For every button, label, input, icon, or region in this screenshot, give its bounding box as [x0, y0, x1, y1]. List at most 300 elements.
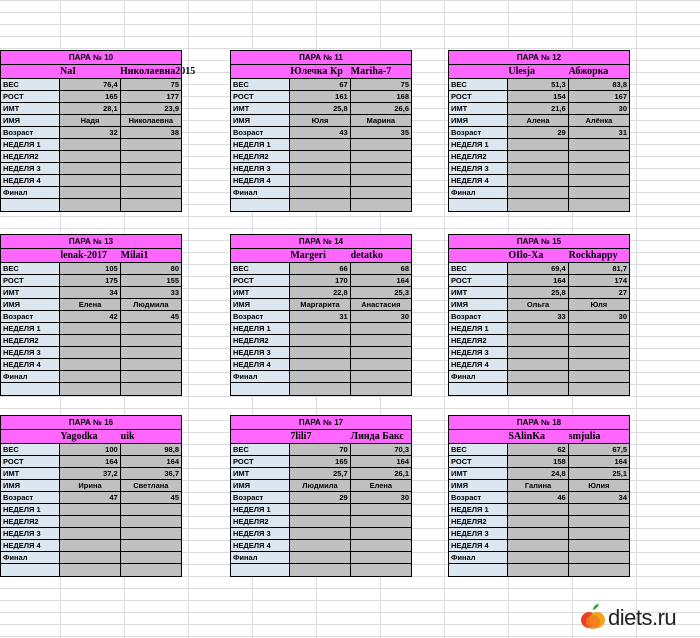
row-label[interactable]: ИМТ: [1, 103, 60, 114]
row-label[interactable]: ИМЯ: [1, 115, 60, 126]
pair-title[interactable]: ПАРА № 17: [231, 416, 411, 430]
row-label[interactable]: ИМЯ: [449, 480, 508, 491]
empty-cell[interactable]: [290, 504, 350, 515]
value-cell[interactable]: 154: [508, 91, 568, 102]
nick-cell[interactable]: Margeri: [290, 250, 326, 261]
empty-cell[interactable]: [60, 516, 120, 527]
row-label[interactable]: Возраст: [449, 492, 508, 503]
empty-cell[interactable]: [60, 540, 120, 551]
value-cell[interactable]: 47: [60, 492, 120, 503]
value-cell[interactable]: 62: [508, 444, 568, 455]
row-label[interactable]: [449, 199, 508, 211]
empty-cell[interactable]: [121, 528, 181, 539]
row-label[interactable]: НЕДЕЛЯ 3: [1, 347, 60, 358]
value-cell[interactable]: 22,8: [290, 287, 350, 298]
nick-cell[interactable]: Ulesja: [508, 66, 536, 77]
value-cell[interactable]: 76,4: [60, 79, 120, 90]
nick-cell[interactable]: Yagodka: [60, 431, 98, 442]
pair-title[interactable]: ПАРА № 16: [1, 416, 181, 430]
value-cell[interactable]: 27: [569, 287, 629, 298]
row-label[interactable]: Возраст: [231, 127, 290, 138]
empty-cell[interactable]: [290, 139, 350, 150]
row-label[interactable]: НЕДЕЛЯ2: [449, 335, 508, 346]
value-cell[interactable]: 164: [60, 456, 120, 467]
row-label[interactable]: ИМЯ: [231, 480, 290, 491]
value-cell[interactable]: Светлана: [121, 480, 181, 491]
empty-cell[interactable]: [121, 323, 181, 334]
empty-cell[interactable]: [351, 540, 411, 551]
row-label[interactable]: НЕДЕЛЯ2: [231, 151, 290, 162]
value-cell[interactable]: 25,7: [290, 468, 350, 479]
empty-cell[interactable]: [569, 187, 629, 198]
row-label[interactable]: НЕДЕЛЯ 3: [231, 163, 290, 174]
value-cell[interactable]: 43: [290, 127, 350, 138]
row-label[interactable]: Возраст: [231, 492, 290, 503]
empty-cell[interactable]: [290, 335, 350, 346]
value-cell[interactable]: 35: [351, 127, 411, 138]
empty-cell[interactable]: [60, 335, 120, 346]
row-label[interactable]: ИМТ: [449, 103, 508, 114]
empty-cell[interactable]: [569, 175, 629, 186]
value-cell[interactable]: 33: [121, 287, 181, 298]
empty-cell[interactable]: [121, 359, 181, 370]
value-cell[interactable]: 100: [60, 444, 120, 455]
row-label[interactable]: РОСТ: [449, 456, 508, 467]
value-cell[interactable]: 25,1: [569, 468, 629, 479]
row-label[interactable]: ВЕС: [231, 79, 290, 90]
value-cell[interactable]: 33: [508, 311, 568, 322]
row-label[interactable]: ИМЯ: [449, 299, 508, 310]
row-label[interactable]: НЕДЕЛЯ 4: [449, 359, 508, 370]
pair-title[interactable]: ПАРА № 12: [449, 51, 629, 65]
row-label[interactable]: РОСТ: [1, 91, 60, 102]
empty-cell[interactable]: [569, 552, 629, 563]
row-label[interactable]: НЕДЕЛЯ 3: [1, 163, 60, 174]
empty-cell[interactable]: [569, 383, 629, 395]
value-cell[interactable]: Алёнка: [569, 115, 629, 126]
row-label[interactable]: [1, 564, 60, 576]
row-label[interactable]: НЕДЕЛЯ 1: [1, 504, 60, 515]
value-cell[interactable]: 83,8: [569, 79, 629, 90]
row-label[interactable]: НЕДЕЛЯ 3: [1, 528, 60, 539]
nick-cell[interactable]: 7lili7: [290, 431, 312, 442]
empty-cell[interactable]: [508, 371, 568, 382]
empty-cell[interactable]: [351, 323, 411, 334]
pair-title[interactable]: ПАРА № 14: [231, 235, 411, 249]
empty-cell[interactable]: [290, 383, 350, 395]
value-cell[interactable]: 175: [60, 275, 120, 286]
empty-cell[interactable]: [508, 528, 568, 539]
value-cell[interactable]: 25,3: [351, 287, 411, 298]
row-label[interactable]: [231, 199, 290, 211]
empty-cell[interactable]: [569, 151, 629, 162]
pair-title[interactable]: ПАРА № 11: [231, 51, 411, 65]
row-label[interactable]: ВЕС: [231, 263, 290, 274]
empty-cell[interactable]: [60, 371, 120, 382]
nick-cell[interactable]: detatko: [350, 250, 383, 261]
row-label[interactable]: НЕДЕЛЯ 4: [1, 540, 60, 551]
value-cell[interactable]: 170: [290, 275, 350, 286]
empty-cell[interactable]: [569, 347, 629, 358]
empty-cell[interactable]: [351, 516, 411, 527]
row-label[interactable]: Финал: [1, 371, 60, 382]
nick-cell[interactable]: lenak-2017: [60, 250, 108, 261]
empty-cell[interactable]: [351, 199, 411, 211]
value-cell[interactable]: Галина: [508, 480, 568, 491]
row-label[interactable]: НЕДЕЛЯ 4: [449, 540, 508, 551]
row-label[interactable]: НЕДЕЛЯ2: [1, 151, 60, 162]
value-cell[interactable]: Анастасия: [351, 299, 411, 310]
value-cell[interactable]: 69,4: [508, 263, 568, 274]
row-label[interactable]: Финал: [449, 187, 508, 198]
row-label[interactable]: ИМТ: [231, 287, 290, 298]
value-cell[interactable]: Людмила: [290, 480, 350, 491]
empty-cell[interactable]: [508, 564, 568, 576]
value-cell[interactable]: 165: [60, 91, 120, 102]
empty-cell[interactable]: [60, 552, 120, 563]
row-label[interactable]: [449, 564, 508, 576]
empty-cell[interactable]: [351, 139, 411, 150]
row-label[interactable]: НЕДЕЛЯ 3: [231, 528, 290, 539]
value-cell[interactable]: Юля: [290, 115, 350, 126]
empty-cell[interactable]: [121, 163, 181, 174]
row-label[interactable]: ИМЯ: [1, 299, 60, 310]
value-cell[interactable]: 42: [60, 311, 120, 322]
nick-cell[interactable]: OIlo-Xa: [508, 250, 544, 261]
row-label[interactable]: НЕДЕЛЯ 1: [449, 323, 508, 334]
value-cell[interactable]: 75: [351, 79, 411, 90]
value-cell[interactable]: Надя: [60, 115, 120, 126]
value-cell[interactable]: 98,8: [121, 444, 181, 455]
row-label[interactable]: ИМТ: [231, 468, 290, 479]
value-cell[interactable]: Юлия: [569, 480, 629, 491]
value-cell[interactable]: 51,3: [508, 79, 568, 90]
row-label[interactable]: ВЕС: [231, 444, 290, 455]
row-label[interactable]: ИМЯ: [1, 480, 60, 491]
value-cell[interactable]: 167: [569, 91, 629, 102]
value-cell[interactable]: 67,5: [569, 444, 629, 455]
value-cell[interactable]: 29: [508, 127, 568, 138]
value-cell[interactable]: 67: [290, 79, 350, 90]
empty-cell[interactable]: [508, 199, 568, 211]
pair-title[interactable]: ПАРА № 15: [449, 235, 629, 249]
value-cell[interactable]: 70: [290, 444, 350, 455]
row-label[interactable]: ИМЯ: [449, 115, 508, 126]
row-label[interactable]: НЕДЕЛЯ 1: [1, 139, 60, 150]
empty-cell[interactable]: [60, 175, 120, 186]
value-cell[interactable]: 30: [351, 492, 411, 503]
row-label[interactable]: ВЕС: [1, 444, 60, 455]
value-cell[interactable]: 105: [60, 263, 120, 274]
empty-cell[interactable]: [290, 552, 350, 563]
row-label[interactable]: Возраст: [449, 127, 508, 138]
nick-cell[interactable]: Николаевна2015: [120, 66, 196, 77]
row-label[interactable]: РОСТ: [449, 91, 508, 102]
value-cell[interactable]: Елена: [351, 480, 411, 491]
empty-cell[interactable]: [290, 540, 350, 551]
empty-cell[interactable]: [290, 151, 350, 162]
nick-cell[interactable]: Mariha-7: [350, 66, 392, 77]
row-label[interactable]: Финал: [1, 552, 60, 563]
empty-cell[interactable]: [290, 528, 350, 539]
empty-cell[interactable]: [569, 540, 629, 551]
pair-title[interactable]: ПАРА № 13: [1, 235, 181, 249]
row-label[interactable]: [449, 383, 508, 395]
empty-cell[interactable]: [351, 383, 411, 395]
value-cell[interactable]: 164: [351, 275, 411, 286]
row-label[interactable]: ИМТ: [449, 468, 508, 479]
value-cell[interactable]: Юля: [569, 299, 629, 310]
empty-cell[interactable]: [508, 139, 568, 150]
empty-cell[interactable]: [508, 335, 568, 346]
row-label[interactable]: НЕДЕЛЯ 3: [449, 528, 508, 539]
row-label[interactable]: РОСТ: [231, 275, 290, 286]
empty-cell[interactable]: [121, 383, 181, 395]
empty-cell[interactable]: [508, 552, 568, 563]
empty-cell[interactable]: [121, 199, 181, 211]
nick-cell[interactable]: SAlinKa: [508, 431, 546, 442]
empty-cell[interactable]: [60, 323, 120, 334]
row-label[interactable]: НЕДЕЛЯ2: [449, 151, 508, 162]
row-label[interactable]: Возраст: [231, 311, 290, 322]
row-label[interactable]: НЕДЕЛЯ 1: [449, 139, 508, 150]
row-label[interactable]: [1, 383, 60, 395]
value-cell[interactable]: 24,8: [508, 468, 568, 479]
row-label[interactable]: НЕДЕЛЯ2: [1, 335, 60, 346]
row-label[interactable]: НЕДЕЛЯ 1: [231, 323, 290, 334]
empty-cell[interactable]: [121, 371, 181, 382]
row-label[interactable]: НЕДЕЛЯ 1: [449, 504, 508, 515]
row-label[interactable]: ИМЯ: [231, 299, 290, 310]
value-cell[interactable]: Николаевна: [121, 115, 181, 126]
value-cell[interactable]: 25,8: [290, 103, 350, 114]
empty-cell[interactable]: [60, 504, 120, 515]
empty-cell[interactable]: [508, 163, 568, 174]
row-label[interactable]: НЕДЕЛЯ2: [231, 335, 290, 346]
empty-cell[interactable]: [351, 335, 411, 346]
empty-cell[interactable]: [290, 163, 350, 174]
empty-cell[interactable]: [121, 564, 181, 576]
value-cell[interactable]: 177: [121, 91, 181, 102]
row-label[interactable]: ИМЯ: [231, 115, 290, 126]
row-label[interactable]: ВЕС: [1, 263, 60, 274]
empty-cell[interactable]: [290, 199, 350, 211]
value-cell[interactable]: 23,9: [121, 103, 181, 114]
row-label[interactable]: ВЕС: [1, 79, 60, 90]
empty-cell[interactable]: [569, 163, 629, 174]
empty-cell[interactable]: [569, 335, 629, 346]
empty-cell[interactable]: [508, 151, 568, 162]
value-cell[interactable]: 155: [121, 275, 181, 286]
empty-cell[interactable]: [569, 528, 629, 539]
value-cell[interactable]: 26,6: [351, 103, 411, 114]
row-label[interactable]: НЕДЕЛЯ 3: [449, 163, 508, 174]
value-cell[interactable]: 164: [351, 456, 411, 467]
nick-cell[interactable]: Rockhappy: [568, 250, 618, 261]
value-cell[interactable]: 164: [121, 456, 181, 467]
empty-cell[interactable]: [121, 516, 181, 527]
row-label[interactable]: РОСТ: [449, 275, 508, 286]
empty-cell[interactable]: [121, 552, 181, 563]
empty-cell[interactable]: [351, 151, 411, 162]
empty-cell[interactable]: [508, 540, 568, 551]
value-cell[interactable]: 28,1: [60, 103, 120, 114]
row-label[interactable]: Финал: [231, 371, 290, 382]
value-cell[interactable]: 68: [351, 263, 411, 274]
value-cell[interactable]: 37,2: [60, 468, 120, 479]
row-label[interactable]: НЕДЕЛЯ 3: [449, 347, 508, 358]
empty-cell[interactable]: [60, 139, 120, 150]
row-label[interactable]: ВЕС: [449, 444, 508, 455]
value-cell[interactable]: 30: [569, 311, 629, 322]
empty-cell[interactable]: [60, 383, 120, 395]
value-cell[interactable]: 36,7: [121, 468, 181, 479]
empty-cell[interactable]: [290, 564, 350, 576]
empty-cell[interactable]: [351, 504, 411, 515]
value-cell[interactable]: 70,3: [351, 444, 411, 455]
row-label[interactable]: РОСТ: [231, 91, 290, 102]
empty-cell[interactable]: [121, 540, 181, 551]
empty-cell[interactable]: [290, 187, 350, 198]
row-label[interactable]: ИМТ: [1, 468, 60, 479]
value-cell[interactable]: Елена: [60, 299, 120, 310]
row-label[interactable]: НЕДЕЛЯ 1: [1, 323, 60, 334]
value-cell[interactable]: 45: [121, 311, 181, 322]
value-cell[interactable]: 165: [290, 456, 350, 467]
empty-cell[interactable]: [508, 323, 568, 334]
row-label[interactable]: НЕДЕЛЯ 4: [1, 359, 60, 370]
empty-cell[interactable]: [60, 564, 120, 576]
row-label[interactable]: [231, 383, 290, 395]
value-cell[interactable]: 81,7: [569, 263, 629, 274]
row-label[interactable]: Финал: [449, 552, 508, 563]
empty-cell[interactable]: [121, 175, 181, 186]
empty-cell[interactable]: [508, 383, 568, 395]
empty-cell[interactable]: [508, 516, 568, 527]
row-label[interactable]: НЕДЕЛЯ 4: [449, 175, 508, 186]
empty-cell[interactable]: [569, 199, 629, 211]
empty-cell[interactable]: [569, 516, 629, 527]
pair-title[interactable]: ПАРА № 10: [1, 51, 181, 65]
empty-cell[interactable]: [60, 187, 120, 198]
value-cell[interactable]: 26,1: [351, 468, 411, 479]
empty-cell[interactable]: [508, 175, 568, 186]
empty-cell[interactable]: [569, 504, 629, 515]
nick-cell[interactable]: smjulia: [568, 431, 601, 442]
empty-cell[interactable]: [351, 187, 411, 198]
empty-cell[interactable]: [351, 528, 411, 539]
empty-cell[interactable]: [60, 163, 120, 174]
empty-cell[interactable]: [351, 163, 411, 174]
value-cell[interactable]: 25,8: [508, 287, 568, 298]
empty-cell[interactable]: [508, 504, 568, 515]
row-label[interactable]: НЕДЕЛЯ 4: [231, 540, 290, 551]
empty-cell[interactable]: [121, 139, 181, 150]
empty-cell[interactable]: [351, 347, 411, 358]
empty-cell[interactable]: [508, 359, 568, 370]
empty-cell[interactable]: [121, 151, 181, 162]
row-label[interactable]: РОСТ: [231, 456, 290, 467]
row-label[interactable]: [1, 199, 60, 211]
row-label[interactable]: ИМТ: [231, 103, 290, 114]
value-cell[interactable]: 30: [569, 103, 629, 114]
value-cell[interactable]: 66: [290, 263, 350, 274]
value-cell[interactable]: 31: [290, 311, 350, 322]
value-cell[interactable]: 168: [351, 91, 411, 102]
empty-cell[interactable]: [60, 347, 120, 358]
row-label[interactable]: РОСТ: [1, 275, 60, 286]
value-cell[interactable]: 29: [290, 492, 350, 503]
empty-cell[interactable]: [351, 371, 411, 382]
empty-cell[interactable]: [508, 347, 568, 358]
empty-cell[interactable]: [351, 175, 411, 186]
empty-cell[interactable]: [290, 516, 350, 527]
empty-cell[interactable]: [121, 347, 181, 358]
empty-cell[interactable]: [290, 359, 350, 370]
value-cell[interactable]: 38: [121, 127, 181, 138]
value-cell[interactable]: 34: [569, 492, 629, 503]
value-cell[interactable]: 30: [351, 311, 411, 322]
empty-cell[interactable]: [290, 323, 350, 334]
value-cell[interactable]: Ирина: [60, 480, 120, 491]
nick-cell[interactable]: Юлечка Кр: [290, 66, 343, 77]
value-cell[interactable]: 174: [569, 275, 629, 286]
row-label[interactable]: Возраст: [1, 492, 60, 503]
nick-cell[interactable]: uik: [120, 431, 135, 442]
empty-cell[interactable]: [508, 187, 568, 198]
row-label[interactable]: Возраст: [449, 311, 508, 322]
empty-cell[interactable]: [351, 552, 411, 563]
pair-title[interactable]: ПАРА № 18: [449, 416, 629, 430]
row-label[interactable]: НЕДЕЛЯ2: [231, 516, 290, 527]
row-label[interactable]: НЕДЕЛЯ 1: [231, 504, 290, 515]
empty-cell[interactable]: [569, 323, 629, 334]
value-cell[interactable]: Марина: [351, 115, 411, 126]
row-label[interactable]: ИМТ: [1, 287, 60, 298]
empty-cell[interactable]: [121, 187, 181, 198]
value-cell[interactable]: 46: [508, 492, 568, 503]
row-label[interactable]: [231, 564, 290, 576]
empty-cell[interactable]: [290, 347, 350, 358]
row-label[interactable]: Финал: [1, 187, 60, 198]
row-label[interactable]: Финал: [231, 552, 290, 563]
value-cell[interactable]: Алена: [508, 115, 568, 126]
empty-cell[interactable]: [121, 504, 181, 515]
row-label[interactable]: НЕДЕЛЯ 3: [231, 347, 290, 358]
value-cell[interactable]: 31: [569, 127, 629, 138]
empty-cell[interactable]: [569, 371, 629, 382]
row-label[interactable]: ВЕС: [449, 79, 508, 90]
empty-cell[interactable]: [569, 359, 629, 370]
row-label[interactable]: Возраст: [1, 311, 60, 322]
row-label[interactable]: РОСТ: [1, 456, 60, 467]
nick-cell[interactable]: Milai1: [120, 250, 149, 261]
row-label[interactable]: НЕДЕЛЯ2: [449, 516, 508, 527]
row-label[interactable]: НЕДЕЛЯ 4: [231, 359, 290, 370]
empty-cell[interactable]: [351, 564, 411, 576]
value-cell[interactable]: Ольга: [508, 299, 568, 310]
value-cell[interactable]: 32: [60, 127, 120, 138]
empty-cell[interactable]: [290, 175, 350, 186]
value-cell[interactable]: Людмила: [121, 299, 181, 310]
value-cell[interactable]: 164: [508, 275, 568, 286]
empty-cell[interactable]: [351, 359, 411, 370]
value-cell[interactable]: 45: [121, 492, 181, 503]
empty-cell[interactable]: [60, 528, 120, 539]
value-cell[interactable]: 34: [60, 287, 120, 298]
empty-cell[interactable]: [569, 139, 629, 150]
row-label[interactable]: Финал: [231, 187, 290, 198]
